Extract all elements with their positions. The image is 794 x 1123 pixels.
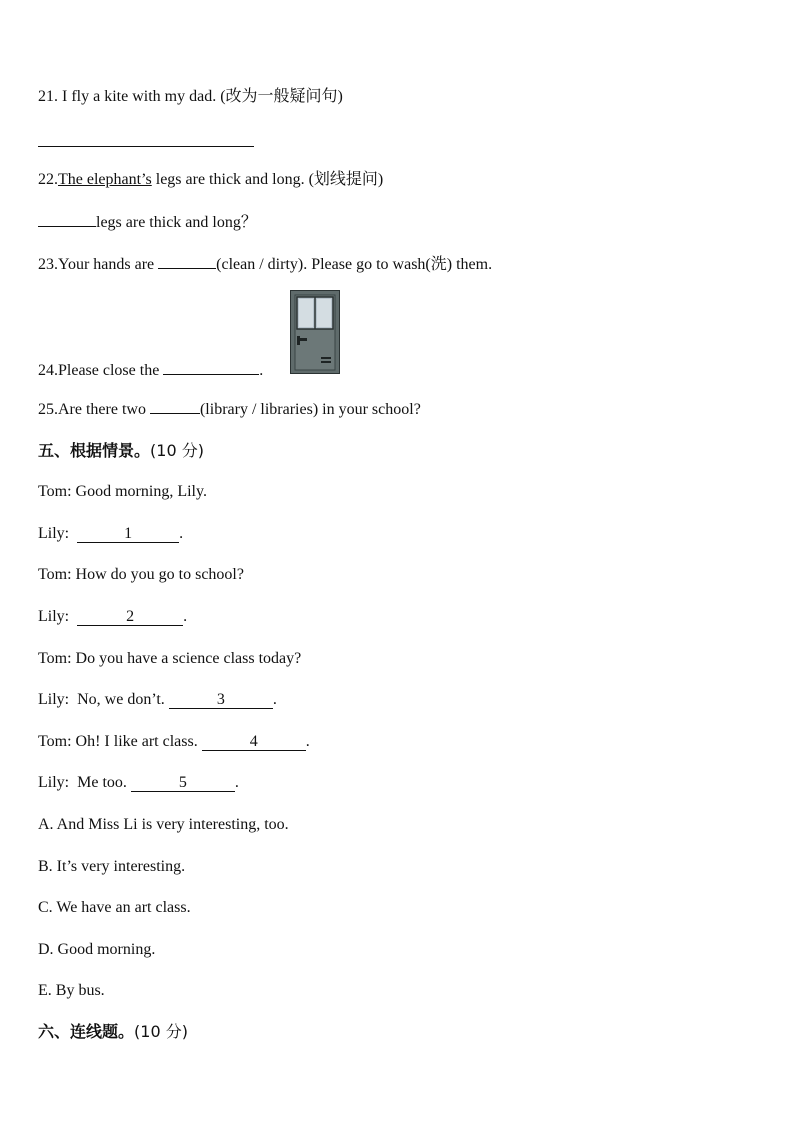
section-5-title: 五、根据情景。 — [38, 441, 151, 460]
section-5-score: (10 分) — [150, 441, 204, 460]
question-22-underlined-phrase: The elephant’s — [58, 171, 152, 188]
dialogue-text: Good morning, Lily. — [75, 483, 207, 500]
question-25 — [38, 399, 421, 419]
dialogue-blank[interactable]: 5 — [131, 775, 235, 792]
question-22-number: 22. — [38, 171, 58, 188]
question-22 — [38, 170, 383, 190]
question-22-rest: legs are thick and long. (划线提问) — [151, 171, 384, 188]
question-25-before: 25.Are there two — [38, 401, 150, 418]
dialogue-speaker: Lily: — [38, 525, 70, 542]
dialogue-text: Do you have a science class today? — [75, 650, 302, 667]
dialogue-line: Tom: Oh! I like art class. 4 . — [38, 733, 310, 750]
question-21-text: 21. I fly a kite with my dad. (改为一般疑问句) — [38, 88, 343, 105]
dialogue-line — [38, 649, 301, 669]
answer-blank-24[interactable] — [163, 360, 259, 375]
option-text: A. And Miss Li is very interesting, too. — [38, 816, 289, 833]
option-text: C. We have an art class. — [38, 899, 191, 916]
dialogue-line: Lily: 2 . — [38, 608, 188, 625]
dialogue-blank[interactable]: 3 — [169, 692, 273, 709]
dialogue-speaker: Tom: — [38, 650, 72, 667]
dialogue-speaker: Lily: — [38, 774, 70, 791]
dialogue-text: How do you go to school? — [75, 566, 244, 583]
dialogue-blank[interactable]: 2 — [77, 609, 183, 626]
option-e — [38, 981, 105, 1001]
dialogue-line: Lily: 1 . — [38, 525, 184, 542]
dialogue-line: Lily: Me too. 5 . — [38, 774, 239, 791]
dialogue-speaker: Lily: — [38, 691, 70, 708]
dialogue-line — [38, 482, 207, 502]
answer-line-21[interactable] — [38, 146, 254, 147]
question-22-answer-text: legs are thick and long？ — [96, 214, 257, 231]
dialogue-line — [38, 565, 244, 585]
door-icon — [290, 290, 340, 374]
dialogue-blank[interactable]: 4 — [202, 734, 306, 751]
question-23-before: 23.Your hands are — [38, 256, 159, 273]
question-23-after: (clean / dirty). Please go to wash(洗) them. — [216, 256, 493, 273]
section-5-heading — [38, 441, 204, 461]
section-6-heading — [38, 1022, 188, 1042]
section-6-score: (10 分) — [134, 1022, 188, 1041]
dialogue-speaker: Tom: — [38, 733, 72, 750]
option-d — [38, 940, 155, 960]
option-c — [38, 898, 191, 918]
dialogue-speaker: Tom: — [38, 566, 72, 583]
dialogue-line: Lily: No, we don’t. 3 . — [38, 691, 277, 708]
question-24-after: . — [259, 362, 264, 379]
question-22-answer — [38, 212, 257, 232]
section-6-title: 六、连线题。 — [38, 1022, 135, 1041]
dialogue-speaker: Lily: — [38, 608, 70, 625]
question-21 — [38, 87, 343, 107]
question-24-before: 24.Please close the — [38, 362, 164, 379]
dialogue-text: Me too. — [77, 774, 127, 791]
dialogue-blank[interactable]: 1 — [77, 526, 179, 543]
option-a — [38, 815, 289, 835]
answer-blank-25[interactable] — [150, 399, 200, 414]
option-text: B. It’s very interesting. — [38, 858, 186, 875]
question-23 — [38, 254, 492, 274]
answer-blank-23[interactable] — [158, 254, 216, 269]
question-24 — [38, 360, 263, 380]
dialogue-speaker: Tom: — [38, 483, 72, 500]
option-b — [38, 857, 185, 877]
question-25-after: (library / libraries) in your school? — [199, 401, 421, 418]
option-text: D. Good morning. — [38, 941, 156, 958]
dialogue-text: Oh! I like art class. — [75, 733, 198, 750]
answer-blank-22[interactable] — [38, 212, 96, 227]
dialogue-text: No, we don’t. — [77, 691, 165, 708]
option-text: E. By bus. — [38, 982, 105, 999]
